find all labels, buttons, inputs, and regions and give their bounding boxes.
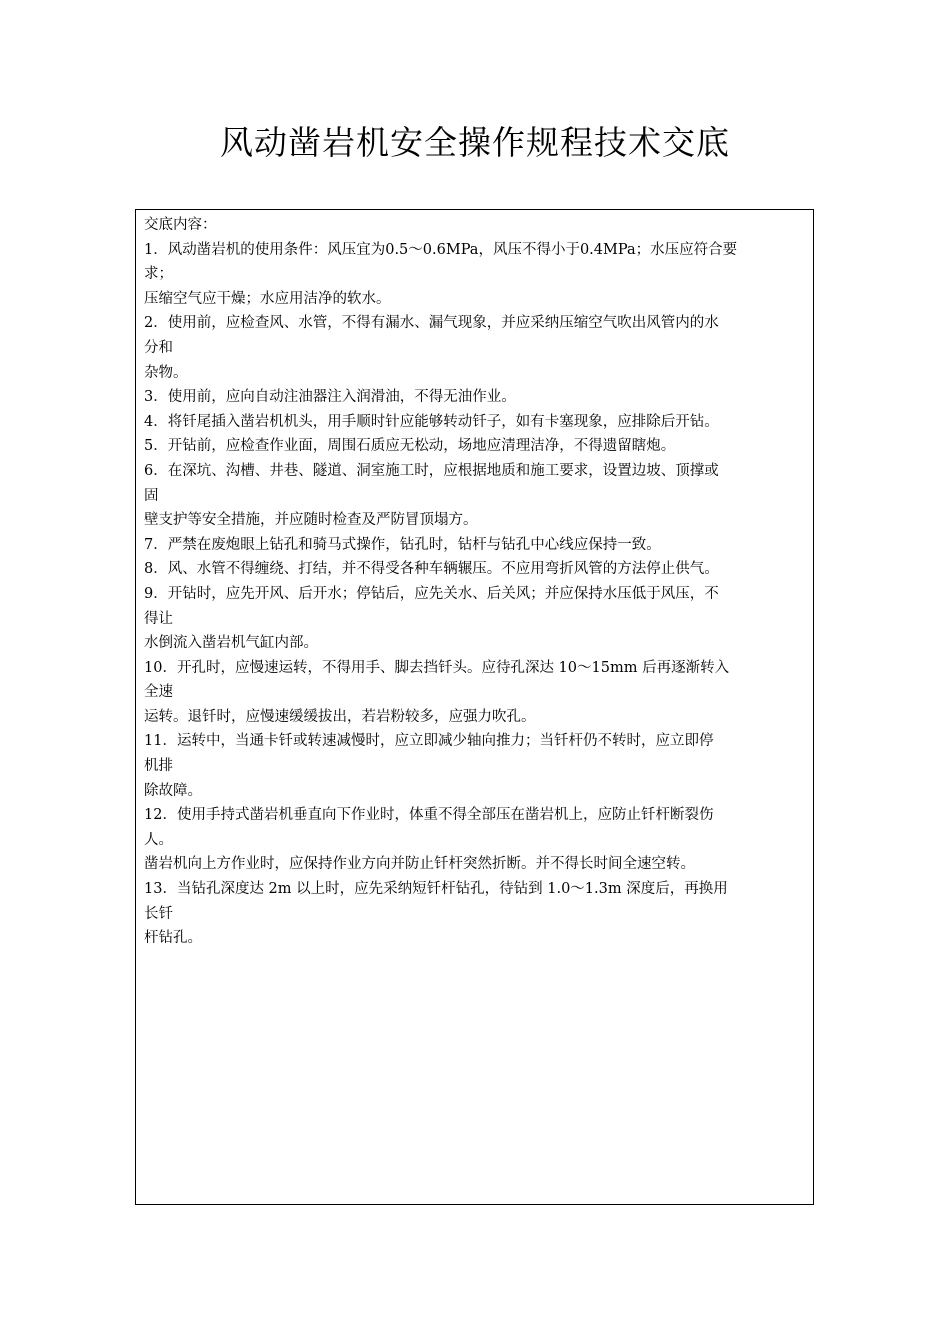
text-line: 长钎 [144,905,173,922]
text-line: 2．使用前，应检查风、水管，不得有漏水、漏气现象，并应采纳压缩空气吹出风管内的水 [144,315,719,332]
text-line: 11．运转中，当通卡钎或转速减慢时，应立即减少轴向推力；当钎杆仍不转时，应立即停 [144,733,714,750]
text-line: 机排 [144,758,173,775]
text-line: 固 [144,487,159,504]
page-title: 风动凿岩机安全操作规程技术交底 [220,123,730,162]
text-line: 7．严禁在废炮眼上钻孔和骑马式操作，钻孔时，钻杆与钻孔中心线应保持一致。 [144,536,661,553]
text-line: 壁支护等安全措施，并应随时检查及严防冒顶塌方。 [144,512,478,529]
text-line: 杂物。 [144,364,188,381]
text-line: 5．开钻前，应检查作业面，周围石质应无松动，场地应清理洁净，不得遗留瞎炮。 [144,438,676,455]
text-line: 8．风、水管不得缠绕、打结，并不得受各种车辆辗压。不应用弯折风管的方法停止供气。 [144,561,719,578]
text-line: 4．将钎尾插入凿岩机机头，用手顺时针应能够转动钎子，如有卡塞现象，应排除后开钻。 [144,413,719,430]
text-line: 除故障。 [144,782,202,799]
text-line: 杆钻孔。 [144,930,202,947]
text-line: 水倒流入凿岩机气缸内部。 [144,635,318,652]
content-text [144,213,806,951]
text-line: 全速 [144,684,173,701]
text-line: 13．当钻孔深度达 2m 以上时，应先采纳短钎杆钻孔，待钻到 1.0～1.3m 深度后，再换用 [144,881,728,898]
text-line: 人。 [144,831,173,848]
text-line: 运转。退钎时，应慢速缓缓拔出，若岩粉较多，应强力吹孔。 [144,708,536,725]
text-line: 12．使用手持式凿岩机垂直向下作业时，体重不得全部压在凿岩机上，应防止钎杆断裂伤 [144,807,714,824]
text-line: 6．在深坑、沟槽、井巷、隧道、洞室施工时，应根据地质和施工要求，设置边坡、顶撑或 [144,462,719,479]
text-line: 得让 [144,610,173,627]
text-line: 3．使用前，应向自动注油器注入润滑油，不得无油作业。 [144,389,516,406]
text-line: 分和 [144,339,173,356]
text-line: 求； [144,266,173,283]
text-line: 1．风动凿岩机的使用条件：风压宜为0.5～0.6MPa，风压不得小于0.4MPa；水压应符合要 [144,241,738,258]
content-label: 交底内容： [144,217,217,233]
text-line: 凿岩机向上方作业时，应保持作业方向并防止钎杆突然折断。并不得长时间全速空转。 [144,856,695,873]
text-line: 压缩空气应干燥；水应用洁净的软水。 [144,290,391,307]
content-box [135,209,814,1205]
text-line: 9．开钻时，应先开风、后开水；停钻后，应先关水、后关风；并应保持水压低于风压，不 [144,585,719,602]
text-line: 10．开孔时，应慢速运转，不得用手、脚去挡钎头。应待孔深达 10～15mm 后再逐渐转入 [144,659,730,676]
